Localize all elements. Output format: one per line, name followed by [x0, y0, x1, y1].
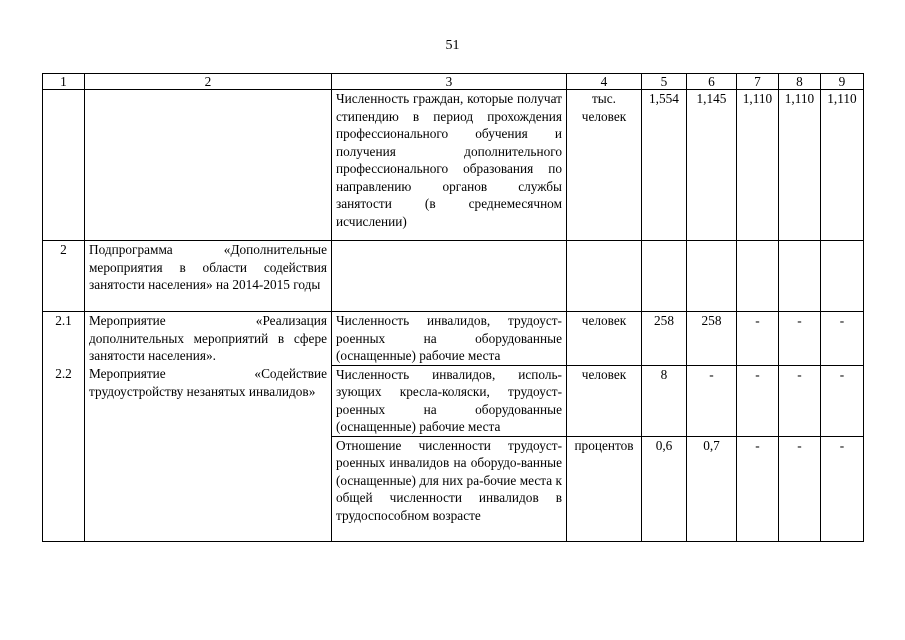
- value-cell: 1,554: [642, 90, 687, 241]
- header-col-3: 3: [332, 74, 567, 90]
- table-row: [43, 241, 864, 312]
- value-cell: 0,7: [687, 436, 737, 541]
- value-cell: -: [779, 365, 821, 436]
- unit-cell: человек: [567, 312, 642, 366]
- value-cell: -: [821, 312, 864, 366]
- header-col-1: 1: [43, 74, 85, 90]
- indicator-cell: Численность инвалидов, трудоуст-роенных на оборудованные (оснащенные) рабочие места: [332, 312, 567, 366]
- value-cell: [687, 241, 737, 312]
- header-col-7: 7: [737, 74, 779, 90]
- row-name-cell: Подпрограмма «Дополнительные мероприятия в области содействия занятости населения» на 2014-2015 годы: [85, 241, 332, 312]
- row-name-cell: [85, 90, 332, 241]
- indicator-cell: Численность инвалидов, исполь-зующих кресла-коляски, трудоуст-роенных на оборудованные (оснащенные) рабочие места: [332, 365, 567, 436]
- header-row: [43, 74, 864, 90]
- header-col-2: 2: [85, 74, 332, 90]
- value-cell: [779, 241, 821, 312]
- value-cell: -: [737, 436, 779, 541]
- value-cell: 1,145: [687, 90, 737, 241]
- header-col-4: 4: [567, 74, 642, 90]
- value-cell: -: [737, 365, 779, 436]
- value-cell: 8: [642, 365, 687, 436]
- value-cell: -: [779, 436, 821, 541]
- value-cell: -: [779, 312, 821, 366]
- value-cell: -: [687, 365, 737, 436]
- row-number-cell: 2: [43, 241, 85, 312]
- unit-cell: [567, 241, 642, 312]
- row-name-cell: Мероприятие «Содействие трудоустройству незанятых инвалидов»: [85, 365, 332, 541]
- indicator-cell: [332, 241, 567, 312]
- row-number-cell: [43, 90, 85, 241]
- table-row: [43, 365, 864, 436]
- unit-cell: человек: [567, 365, 642, 436]
- value-cell: -: [821, 365, 864, 436]
- row-number-cell: 2.1: [43, 312, 85, 366]
- indicator-cell: Численность граждан, которые получат стипендию в период прохождения профессионального обучения и получения дополнительного профессионального образования по направлению органов службы занятости (в среднемесячном исчислении): [332, 90, 567, 241]
- value-cell: -: [737, 312, 779, 366]
- unit-cell: процентов: [567, 436, 642, 541]
- header-col-5: 5: [642, 74, 687, 90]
- value-cell: 1,110: [821, 90, 864, 241]
- value-cell: 0,6: [642, 436, 687, 541]
- value-cell: 258: [687, 312, 737, 366]
- page-number: 51: [445, 38, 460, 53]
- unit-cell: тыс. человек: [567, 90, 642, 241]
- header-col-6: 6: [687, 74, 737, 90]
- value-cell: [642, 241, 687, 312]
- value-cell: [821, 241, 864, 312]
- table-row: [43, 90, 864, 241]
- value-cell: 1,110: [779, 90, 821, 241]
- value-cell: 258: [642, 312, 687, 366]
- header-col-9: 9: [821, 74, 864, 90]
- table-row: [43, 312, 864, 366]
- row-name-cell: Мероприятие «Реализация дополнительных мероприятий в сфере занятости населения».: [85, 312, 332, 366]
- value-cell: [737, 241, 779, 312]
- indicators-table: [42, 73, 864, 542]
- header-col-8: 8: [779, 74, 821, 90]
- value-cell: -: [821, 436, 864, 541]
- indicator-cell: Отношение численности трудоуст-роенных инвалидов на оборудо-ванные (оснащенные) для них ра-бочие места к общей численности инвалидов в трудоспособном возрасте: [332, 436, 567, 541]
- value-cell: 1,110: [737, 90, 779, 241]
- row-number-cell: 2.2: [43, 365, 85, 541]
